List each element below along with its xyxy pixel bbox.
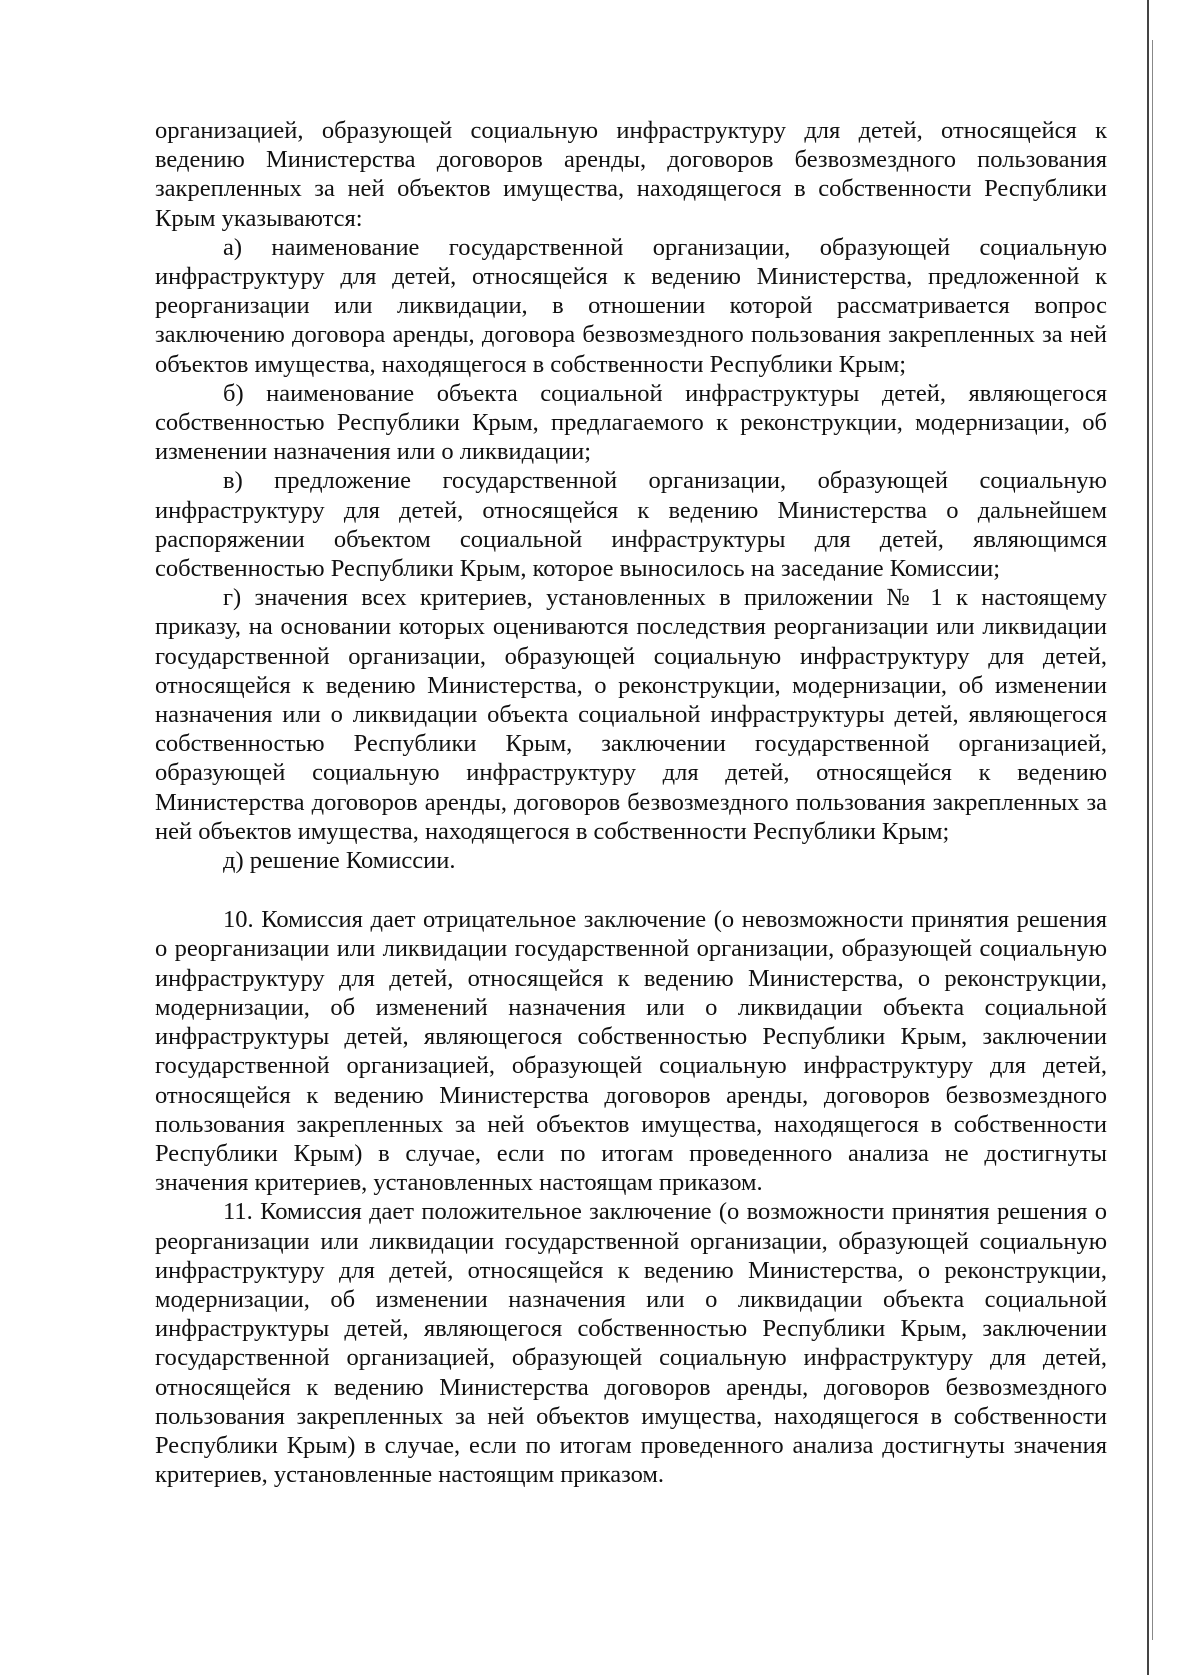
paragraph-intro: организацией, образующей социальную инфраструктуру для детей, относящейся к ведению Министерства договоров аренды, договоров безвозмездного пользования закрепленных за ней объектов имущества, находящегося в собственности Республики Крым указываются:: [155, 117, 1107, 232]
paragraph-clause-10: 10. Комиссия дает отрицательное заключение (о невозможности принятия решения о реорганизации или ликвидации государственной организации, образующей социальную инфраструктуру для детей, относящейся к ведению Министерства, о реконструкции, модернизации, об изменений назначения или о ликвидации объекта социальной инфраструктуры детей, являющегося собственностью Республики Крым, заключении государственной организацией, образующей социальную инфраструктуру для детей, относящейся к ведению Министерства договоров аренды, договоров безвозмездного пользования закрепленных за ней объектов имущества, находящегося в собственности Республики Крым) в случае, если по итогам проведенного анализа не достигнуты значения критериев, установленных настоящам приказом.: [155, 906, 1107, 1197]
paragraph-item-a: а) наименование государственной организации, образующей социальную инфраструктуру для детей, относящейся к ведению Министерства, предложенной к реорганизации или ликвидации, в отношении которой рассматривается вопрос заключению договора аренды, договора безвозмездного пользования закрепленных за ней объектов имущества, находящегося в собственности Республики Крым;: [155, 233, 1107, 378]
document-body: [155, 116, 1107, 1489]
scan-edge-line-secondary: [1152, 40, 1153, 1640]
scan-edge-line: [1147, 0, 1149, 1675]
paragraph-item-b: б) наименование объекта социальной инфраструктуры детей, являющегося собственностью Республики Крым, предлагаемого к реконструкции, модернизации, об изменении назначения или о ликвидации;: [155, 379, 1107, 466]
paragraph-spacer: [155, 875, 1107, 905]
paragraph-item-g: г) значения всех критериев, установленных в приложении № 1 к настоящему приказу, на основании которых оцениваются последствия реорганизации или ликвидации государственной организации, образующей социальную инфраструктуру для детей, относящейся к ведению Министерства, о реконструкции, модернизации, об изменении назначения или о ликвидации объекта социальной инфраструктуры детей, являющегося собственностью Республики Крым, заключении государственной организацией, образующей социальную инфраструктуру для детей, относящейся к ведению Министерства договоров аренды, договоров безвозмездного пользования закрепленных за ней объектов имущества, находящегося в собственности Республики Крым;: [155, 584, 1107, 845]
paragraph-item-v: в) предложение государственной организации, образующей социальную инфраструктуру для детей, относящейся к ведению Министерства о дальнейшем распоряжении объектом социальной инфраструктуры для детей, являющимся собственностью Республики Крым, которое выносилось на заседание Комиссии;: [155, 467, 1107, 583]
paragraph-item-d: д) решение Комиссии.: [223, 847, 456, 875]
paragraph-clause-11: 11. Комиссия дает положительное заключение (о возможности принятия решения о реорганизации или ликвидации государственной организации, образующей социальную инфраструктуру для детей, относящейся к ведению Министерства, о реконструкции, модернизации, об изменении назначения или о ликвидации объекта социальной инфраструктуры детей, являющегося собственностью Республики Крым, заключении государственной организацией, образующей социальную инфраструктуру для детей, относящейся к ведению Министерства договоров аренды, договоров безвозмездного пользования закрепленных за ней объектов имущества, находящегося в собственности Республики Крым) в случае, если по итогам проведенного анализа достигнуты значения критериев, установленные настоящим приказом.: [155, 1198, 1107, 1489]
